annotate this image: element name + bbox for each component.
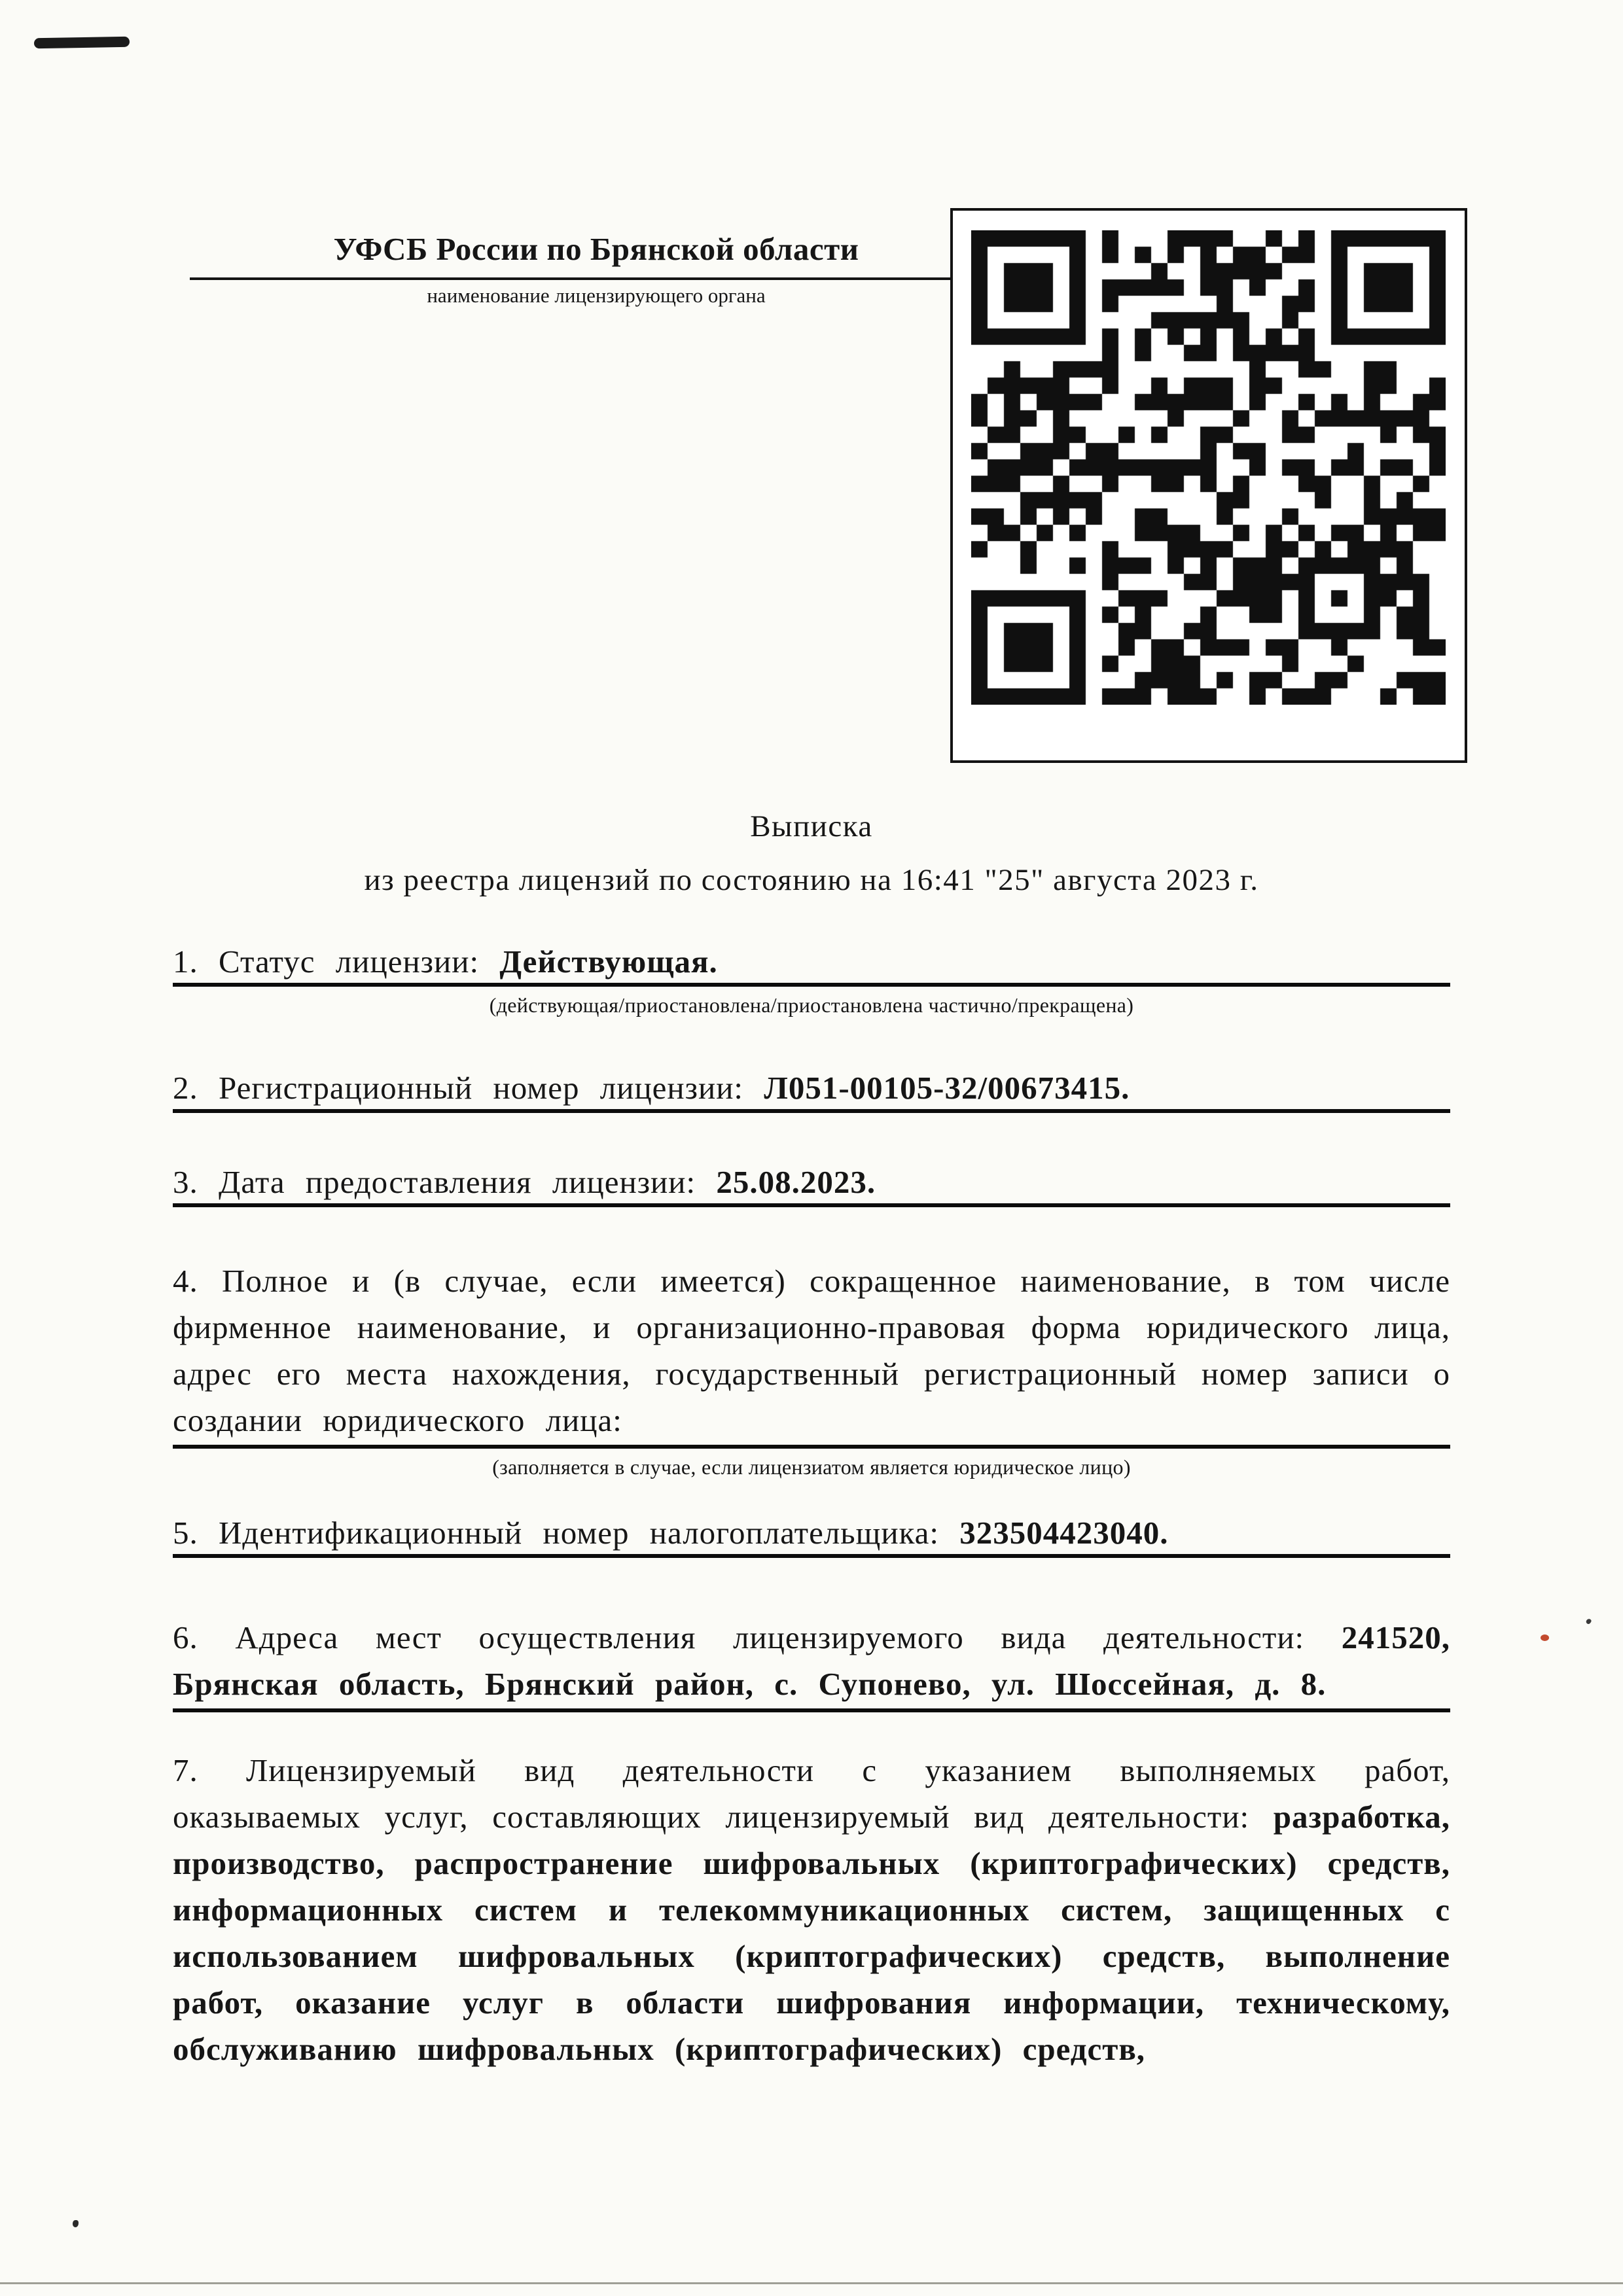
item-text: 5. Идентификационный номер налогоплательщика: [173, 1515, 960, 1551]
registration-number-value: Л051-00105-32/00673415. [764, 1070, 1130, 1106]
paper-edge-line [0, 2282, 1623, 2284]
licensing-authority-caption: наименование лицензирующего органа [427, 284, 766, 307]
item-text: 3. Дата предоставления лицензии: [173, 1164, 717, 1200]
license-status-line [173, 942, 1450, 981]
licensing-authority-name: УФСБ России по Брянской области [333, 231, 859, 267]
scan-artifact-dash [34, 37, 130, 49]
item-text: 6. Адреса мест осуществления лицензируемого вида деятельности: [173, 1619, 1342, 1655]
legal-entity-caption: (заполняется в случае, если лицензиатом является юридическое лицо) [492, 1455, 1131, 1479]
item-licensed-activity [173, 1747, 1450, 2072]
item-text: 4. Полное и (в случае, если имеется) сокращенное наименование, в том числе фирменное наименование, и организационно-правовая форма юридического лица, адрес его места нахождения, государственный регистрационный номер записи о создании юридического лица: [173, 1263, 1450, 1438]
item-registration-number [173, 1069, 1450, 1113]
item-rule [173, 1445, 1450, 1449]
item-activity-addresses [173, 1614, 1450, 1712]
item-text: 1. Статус лицензии: [173, 944, 500, 980]
activity-addresses-value: 241520, Брянская область, Брянский район, с. Супонево, ул. Шоссейная, д. 8. [173, 1619, 1450, 1702]
item-rule [173, 1203, 1450, 1207]
item-legal-entity-name [173, 1258, 1450, 1480]
item-rule [173, 1708, 1450, 1712]
license-status-value: Действующая. [499, 944, 718, 980]
item-rule [173, 1554, 1450, 1558]
licensed-activity-paragraph [173, 1747, 1450, 2072]
header-underline [190, 230, 957, 280]
legal-entity-paragraph [173, 1258, 1450, 1443]
scan-speck-red [1541, 1634, 1549, 1641]
item-rule [173, 983, 1450, 987]
title-line-2: из реестра лицензий по состоянию на 16:41 "25" августа 2023 г. [364, 863, 1259, 897]
qr-code [950, 208, 1467, 763]
license-date-line [173, 1163, 1450, 1202]
scan-speck-small [1585, 1618, 1592, 1625]
title-line-1: Выписка [750, 809, 873, 843]
taxpayer-number-line [173, 1513, 1450, 1553]
item-rule [173, 1109, 1450, 1113]
item-text: 2. Регистрационный номер лицензии: [173, 1070, 764, 1106]
license-status-caption: (действующая/приостановлена/приостановлена частично/прекращена) [489, 993, 1134, 1017]
item-license-date [173, 1163, 1450, 1207]
qr-code-icon [971, 230, 1446, 705]
item-taxpayer-number [173, 1513, 1450, 1558]
license-date-value: 25.08.2023. [716, 1164, 876, 1200]
document-title [173, 800, 1450, 907]
activity-addresses-paragraph [173, 1614, 1450, 1707]
licensing-authority-header [190, 230, 957, 308]
scan-speck-dark [73, 2220, 79, 2227]
taxpayer-number-value: 323504423040. [959, 1515, 1169, 1551]
item-text: 7. Лицензируемый вид деятельности с указанием выполняемых работ, оказываемых услуг, составляющих лицензируемый вид деятельности: [173, 1752, 1450, 1835]
licensed-activity-value: разработка, производство, распространение шифровальных (криптографических) средств, информационных систем и телекоммуникационных систем, защищенных с использованием шифровальных (криптографических) средств, выполнение работ, оказание услуг в области шифрования информации, техническому, обслуживанию шифровальных (криптографических) средств, [173, 1799, 1450, 2067]
registration-number-line [173, 1069, 1450, 1108]
items-section [173, 934, 1450, 2072]
item-license-status [173, 942, 1450, 1018]
